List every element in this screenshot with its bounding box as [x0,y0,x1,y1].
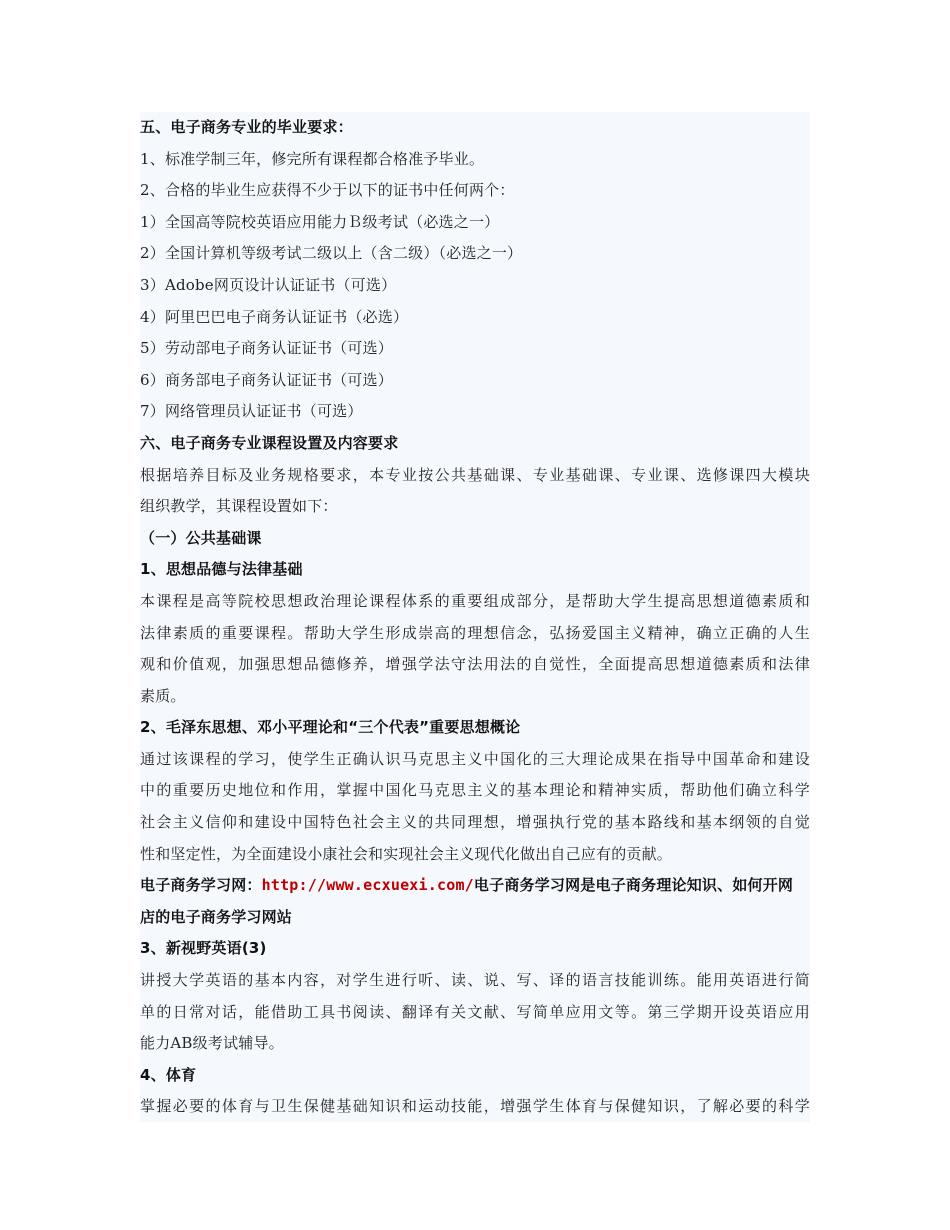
promo-label: 电子商务学习网： [140,876,262,895]
paragraph-line: 中的重要历史地位和作用，掌握中国化马克思主义的基本理论和精神实质，帮助他们确立科学 [140,781,810,800]
paragraph-line: 本课程是高等院校思想政治理论课程体系的重要组成部分，是帮助大学生提高思想道德素质和 [140,591,810,610]
section6-heading: 六、电子商务专业课程设置及内容要求 [140,433,399,452]
promo-link[interactable]: http://www.ecxuexi.com/ [261,876,474,895]
course-title: 3、新视野英语(3) [140,939,267,958]
section5-heading: 五、电子商务专业的毕业要求： [140,118,353,136]
list-item: 6）商务部电子商务认证证书（可选） [140,370,393,389]
paragraph-line: 讲授大学英语的基本内容，对学生进行听、读、说、写、译的语言技能训练。能用英语进行简 [140,971,810,990]
list-item: 7）网络管理员认证证书（可选） [140,402,363,421]
list-item: 2、合格的毕业生应获得不少于以下的证书中任何两个： [140,181,515,200]
course-title: 4、体育 [140,1065,197,1084]
list-item: 5）劳动部电子商务认证证书（可选） [140,339,393,358]
paragraph-line: 社会主义信仰和建设中国特色社会主义的共同理想，增强执行党的基本路线和基本纲领的自觉 [140,813,810,832]
list-item: 2）全国计算机等级考试二级以上（含二级）（必选之一） [140,244,523,263]
subsection-heading: （一）公共基础课 [140,528,262,547]
course-title: 2、毛泽东思想、邓小平理论和“三个代表”重要思想概论 [140,718,521,737]
paragraph-line: 观和价值观，加强思想品德修养，增强学法守法用法的自觉性，全面提高思想道德素质和法律 [140,655,810,674]
course-title: 1、思想品德与法律基础 [140,560,303,579]
paragraph-line: 根据培养目标及业务规格要求，本专业按公共基础课、专业基础课、专业课、选修课四大模块 [140,465,810,484]
paragraph-line: 法律素质的重要课程。帮助大学生形成崇高的理想信念，弘扬爱国主义精神，确立正确的人生 [140,623,810,642]
list-item: 3）Adobe网页设计认证证书（可选） [140,275,397,294]
paragraph-line: 单的日常对话，能借助工具书阅读、翻译有关文献、写简单应用文等。第三学期开设英语应用 [140,1002,810,1021]
paragraph-line: 组织教学，其课程设置如下： [140,497,338,516]
document-body [140,112,810,1122]
list-item: 1）全国高等院校英语应用能力Ｂ级考试（必选之一） [140,212,500,231]
paragraph-line: 通过该课程的学习，使学生正确认识马克思主义中国化的三大理论成果在指导中国革命和建设 [140,749,810,768]
list-item: 4）阿里巴巴电子商务认证证书（必选） [140,307,409,326]
list-item: 1、标准学制三年，修完所有课程都合格准予毕业。 [140,149,485,168]
paragraph-line: 掌握必要的体育与卫生保健基础知识和运动技能，增强学生体育与保健知识，了解必要的科学 [140,1097,810,1116]
paragraph-line: 性和坚定性，为全面建设小康社会和实现社会主义现代化做出自己应有的贡献。 [140,844,673,863]
promo-line-2: 店的电子商务学习网站 [140,907,293,926]
paragraph-line: 能力AB级考试辅导。 [140,1034,284,1053]
promo-text: 电子商务学习网是电子商务理论知识、如何开网 [473,876,794,895]
promo-line [140,870,810,902]
paragraph-line: 素质。 [140,686,186,705]
